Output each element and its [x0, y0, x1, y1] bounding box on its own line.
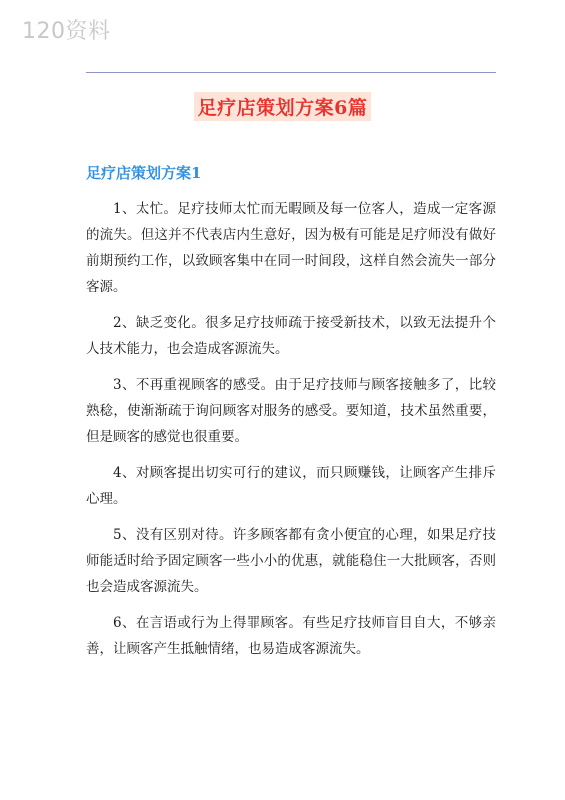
paragraph: 3、不再重视顾客的感受。由于足疗技师与顾客接触多了，比较熟稔，使渐渐疏于询问顾客对服务的感受。要知道，技术虽然重要，但是顾客的感觉也很重要。	[86, 377, 496, 445]
document-body	[86, 196, 496, 672]
paragraph: 1、太忙。足疗技师太忙而无暇顾及每一位客人，造成一定客源的流失。但这并不代表店内生意好，因为极有可能是足疗师没有做好前期预约工作，以致顾客集中在同一时间段，这样自然会流失一部分客源。	[86, 201, 496, 295]
title-container	[0, 92, 565, 121]
paragraph: 5、没有区别对待。许多顾客都有贪小便宜的心理，如果足疗技师能适时给予固定顾客一些小小的优惠，就能稳住一大批顾客，否则也会造成客源流失。	[86, 527, 496, 595]
header-divider	[86, 72, 496, 73]
section-heading: 足疗店策划方案1	[86, 164, 202, 182]
paragraph: 4、对顾客提出切实可行的建议，而只顾赚钱，让顾客产生排斥心理。	[86, 465, 496, 507]
paragraph: 2、缺乏变化。很多足疗技师疏于接受新技术，以致无法提升个人技术能力，也会造成客源流失。	[86, 315, 496, 357]
paragraph: 6、在言语或行为上得罪顾客。有些足疗技师盲目自大，不够亲善，让顾客产生抵触情绪，也易造成客源流失。	[86, 615, 496, 657]
watermark: 120资料	[22, 19, 111, 44]
document-title: 足疗店策划方案6篇	[194, 92, 372, 121]
